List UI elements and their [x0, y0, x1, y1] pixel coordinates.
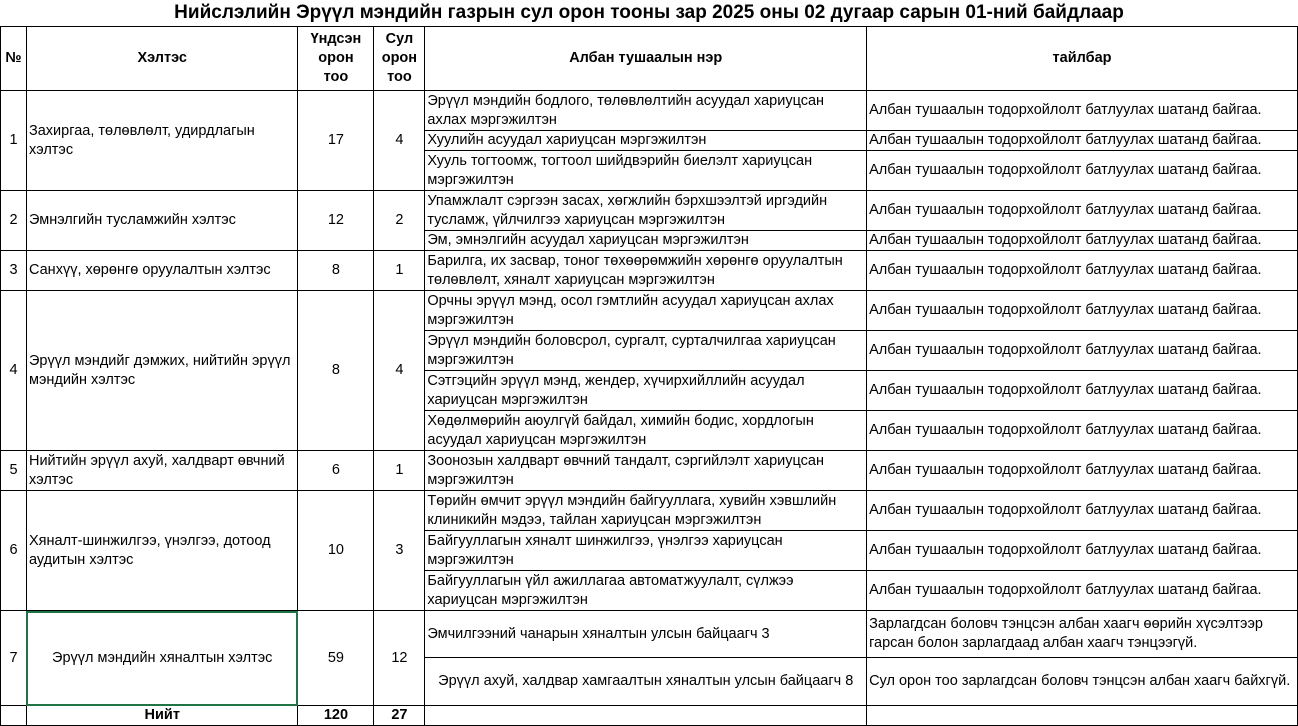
total-empty-cell[interactable]	[1, 706, 27, 726]
base-count[interactable]: 17	[298, 91, 374, 191]
position-name[interactable]: Эрүүл ахуй, халдвар хамгаалтын хяналтын улсын байцаагч 8	[425, 658, 867, 706]
table-row	[1, 491, 1298, 531]
position-name[interactable]: Упамжлалт сэргээн засах, хөгжлийн бэрхшээлтэй иргэдийн тусламж, үйлчилгээ хариуцсан мэргэжилтэн	[425, 191, 867, 231]
header-note[interactable]: тайлбар	[867, 27, 1298, 91]
header-no[interactable]: №	[1, 27, 27, 91]
position-note[interactable]: Албан тушаалын тодорхойлолт батлуулах шатанд байгаа.	[867, 451, 1298, 491]
base-count[interactable]: 8	[298, 291, 374, 451]
row-number[interactable]: 4	[1, 291, 27, 451]
position-note[interactable]: Албан тушаалын тодорхойлолт батлуулах шатанд байгаа.	[867, 291, 1298, 331]
table-row	[1, 291, 1298, 331]
position-note[interactable]: Албан тушаалын тодорхойлолт батлуулах шатанд байгаа.	[867, 231, 1298, 251]
position-note[interactable]: Албан тушаалын тодорхойлолт батлуулах шатанд байгаа.	[867, 411, 1298, 451]
header-row	[1, 27, 1298, 91]
header-base-line3: тоо	[323, 69, 349, 85]
sheet-title[interactable]: Нийслэлийн Эрүүл мэндийн газрын сул орон тооны зар 2025 оны 02 дугаар сарын 01-ний байдлаар	[174, 2, 1124, 23]
position-note[interactable]: Албан тушаалын тодорхойлолт батлуулах шатанд байгаа.	[867, 131, 1298, 151]
header-base-line1: Үндсэн	[310, 31, 362, 47]
unit-name[interactable]: Эмнэлгийн тусламжийн хэлтэс	[26, 191, 297, 251]
total-base[interactable]: 120	[298, 706, 374, 726]
header-base-line2: орон	[318, 50, 354, 66]
unit-name[interactable]: Санхүү, хөрөнгө оруулалтын хэлтэс	[26, 251, 297, 291]
table-row	[1, 191, 1298, 231]
header-unit[interactable]: Хэлтэс	[26, 27, 297, 91]
position-note[interactable]: Албан тушаалын тодорхойлолт батлуулах шатанд байгаа.	[867, 91, 1298, 131]
position-note[interactable]: Албан тушаалын тодорхойлолт батлуулах шатанд байгаа.	[867, 191, 1298, 231]
vacant-count[interactable]: 12	[374, 611, 425, 706]
total-vacant[interactable]: 27	[374, 706, 425, 726]
table-row	[1, 251, 1298, 291]
position-name[interactable]: Хуулийн асуудал хариуцсан мэргэжилтэн	[425, 131, 867, 151]
total-label[interactable]: Нийт	[26, 706, 297, 726]
table-row	[1, 91, 1298, 131]
position-name[interactable]: Зоонозын халдварт өвчний тандалт, сэргийлэлт хариуцсан мэргэжилтэн	[425, 451, 867, 491]
position-name[interactable]: Эрүүл мэндийн бодлого, төлөвлөлтийн асуудал хариуцсан ахлах мэргэжилтэн	[425, 91, 867, 131]
position-note[interactable]: Албан тушаалын тодорхойлолт батлуулах шатанд байгаа.	[867, 331, 1298, 371]
total-empty-cell[interactable]	[867, 706, 1298, 726]
header-vac-line1: Сул	[385, 31, 414, 47]
row-number[interactable]: 7	[1, 611, 27, 706]
position-name[interactable]: Байгууллагын хяналт шинжилгээ, үнэлгээ хариуцсан мэргэжилтэн	[425, 531, 867, 571]
unit-name[interactable]: Захиргаа, төлөвлөлт, удирдлагын хэлтэс	[26, 91, 297, 191]
position-name[interactable]: Эм, эмнэлгийн асуудал хариуцсан мэргэжилтэн	[425, 231, 867, 251]
header-vac-line3: тоо	[387, 69, 412, 85]
header-base-count[interactable]	[298, 27, 374, 91]
base-count[interactable]: 6	[298, 451, 374, 491]
vacancy-table	[0, 26, 1298, 726]
position-name[interactable]: Байгууллагын үйл ажиллагаа автоматжуулалт, сүлжээ хариуцсан мэргэжилтэн	[425, 571, 867, 611]
total-row	[1, 706, 1298, 726]
position-name[interactable]: Хууль тогтоомж, тогтоол шийдвэрийн биелэлт хариуцсан мэргэжилтэн	[425, 151, 867, 191]
position-name[interactable]: Эрүүл мэндийн боловсрол, сургалт, сурталчилгаа хариуцсан мэргэжилтэн	[425, 331, 867, 371]
position-name[interactable]: Сэтгэцийн эрүүл мэнд, жендер, хүчирхийллийн асуудал хариуцсан мэргэжилтэн	[425, 371, 867, 411]
row-number[interactable]: 1	[1, 91, 27, 191]
table-row	[1, 451, 1298, 491]
vacant-count[interactable]: 3	[374, 491, 425, 611]
position-name[interactable]: Хөдөлмөрийн аюулгүй байдал, химийн бодис, хордлогын асуудал хариуцсан мэргэжилтэн	[425, 411, 867, 451]
base-count[interactable]: 12	[298, 191, 374, 251]
position-name[interactable]: Төрийн өмчит эрүүл мэндийн байгууллага, хувийн хэвшлийн клиникийн мэдээ, тайлан хариуцсан мэргэжилтэн	[425, 491, 867, 531]
base-count[interactable]: 59	[298, 611, 374, 706]
header-position[interactable]: Албан тушаалын нэр	[425, 27, 867, 91]
unit-name[interactable]: Нийтийн эрүүл ахуй, халдварт өвчний хэлтэс	[26, 451, 297, 491]
header-vac-line2: орон	[381, 50, 418, 66]
table-row	[1, 611, 1298, 658]
position-note[interactable]: Сул орон тоо зарлагдсан боловч тэнцсэн албан хаагч байхгүй.	[867, 658, 1298, 706]
vacant-count[interactable]: 1	[374, 451, 425, 491]
row-number[interactable]: 6	[1, 491, 27, 611]
vacant-count[interactable]: 4	[374, 291, 425, 451]
base-count[interactable]: 10	[298, 491, 374, 611]
position-name[interactable]: Орчны эрүүл мэнд, осол гэмтлийн асуудал хариуцсан ахлах мэргэжилтэн	[425, 291, 867, 331]
position-note[interactable]: Албан тушаалын тодорхойлолт батлуулах шатанд байгаа.	[867, 491, 1298, 531]
position-note[interactable]: Албан тушаалын тодорхойлолт батлуулах шатанд байгаа.	[867, 371, 1298, 411]
position-note[interactable]: Албан тушаалын тодорхойлолт батлуулах шатанд байгаа.	[867, 531, 1298, 571]
position-name[interactable]: Барилга, их засвар, тоног төхөөрөмжийн хөрөнгө оруулалтын төлөвлөлт, хяналт хариуцсан мэргэжилтэн	[425, 251, 867, 291]
position-note[interactable]: Албан тушаалын тодорхойлолт батлуулах шатанд байгаа.	[867, 151, 1298, 191]
position-name[interactable]: Эмчилгээний чанарын хяналтын улсын байцаагч 3	[425, 611, 867, 658]
base-count[interactable]: 8	[298, 251, 374, 291]
row-number[interactable]: 3	[1, 251, 27, 291]
position-note[interactable]: Албан тушаалын тодорхойлолт батлуулах шатанд байгаа.	[867, 251, 1298, 291]
position-note[interactable]: Албан тушаалын тодорхойлолт батлуулах шатанд байгаа.	[867, 571, 1298, 611]
position-note[interactable]: Зарлагдсан боловч тэнцсэн албан хаагч өөрийн хүсэлтээр гарсан болон зарлагдаад албан хаагч тэнцээгүй.	[867, 611, 1298, 658]
row-number[interactable]: 5	[1, 451, 27, 491]
vacant-count[interactable]: 1	[374, 251, 425, 291]
unit-name-selected[interactable]: Эрүүл мэндийн хяналтын хэлтэс	[26, 611, 297, 706]
unit-name[interactable]: Эрүүл мэндийг дэмжих, нийтийн эрүүл мэндийн хэлтэс	[26, 291, 297, 451]
total-empty-cell[interactable]	[425, 706, 867, 726]
header-vacant-count[interactable]	[374, 27, 425, 91]
row-number[interactable]: 2	[1, 191, 27, 251]
vacant-count[interactable]: 2	[374, 191, 425, 251]
unit-name[interactable]: Хяналт-шинжилгээ, үнэлгээ, дотоод аудитын хэлтэс	[26, 491, 297, 611]
vacant-count[interactable]: 4	[374, 91, 425, 191]
